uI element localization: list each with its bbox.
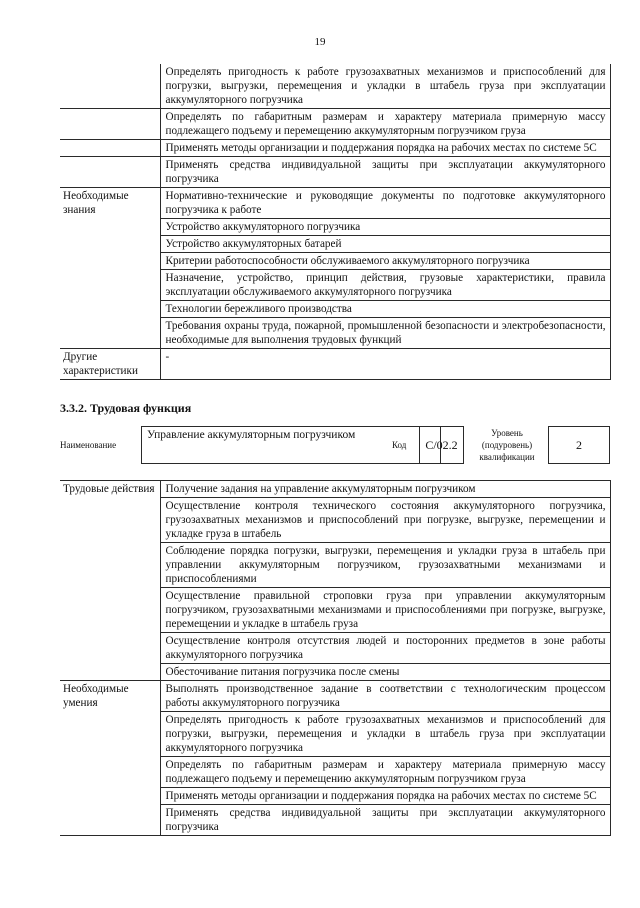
qualification-level-label: Уровень (подуровень) квалификации (479, 428, 535, 462)
action-row: Обесточивание питания погрузчика после смены (160, 664, 610, 681)
function-code-box: C/02.2 (419, 426, 464, 464)
skill-row: Выполнять производственное задание в соответствии с технологическим процессом работы аккумуляторного погрузчика (160, 681, 610, 712)
skill-row: Определять по габаритным размерам и характеру материала примерную массу подлежащего подъему и перемещению аккумуляторным погрузчиком груза (160, 757, 610, 788)
actions-skills-table (60, 480, 611, 836)
page-number: 19 (314, 36, 326, 48)
knowledge-row: Нормативно-технические и руководящие документы по подготовке аккумуляторного погрузчика к работе (160, 188, 610, 219)
other-characteristics-label: Другие характеристики (60, 349, 160, 380)
section-heading: 3.3.2. Трудовая функция (60, 401, 192, 415)
function-name-box: Управление аккумуляторным погрузчиком (141, 426, 441, 464)
skill-row: Определять пригодность к работе грузозахватных механизмов и приспособлений для погрузки, выгрузки, перемещения и укладки в штабель груза при эксплуатации аккумуляторного погрузчика (160, 64, 610, 109)
action-row: Соблюдение порядка погрузки, выгрузки, перемещения и укладки груза в штабель при управлении аккумуляторным погрузчиком, грузозахватными механизмами и приспособлениями (160, 543, 610, 588)
action-row: Осуществление контроля отсутствия людей и посторонних предметов в зоне работы аккумуляторного погрузчика (160, 633, 610, 664)
action-row: Получение задания на управление аккумуляторным погрузчиком (160, 481, 610, 498)
skill-row: Применять средства индивидуальной защиты при эксплуатации аккумуляторного погрузчика (160, 157, 610, 188)
knowledge-row: Назначение, устройство, принцип действия, грузовые характеристики, правила эксплуатации обслуживаемого аккумуляторного погрузчика (160, 270, 610, 301)
knowledge-label: Необходимые знания (60, 188, 160, 349)
name-label: Наименование (60, 440, 117, 450)
skill-row: Применять средства индивидуальной защиты при эксплуатации аккумуляторного погрузчика (160, 805, 610, 836)
function-header (60, 426, 610, 468)
other-characteristics-value: - (160, 349, 610, 380)
knowledge-row: Устройство аккумуляторного погрузчика (160, 219, 610, 236)
skill-row: Определять пригодность к работе грузозахватных механизмов и приспособлений для погрузки, выгрузки, перемещения и укладки в штабель груза при эксплуатации аккумуляторного погрузчика (160, 712, 610, 757)
skills-label: Необходимые умения (60, 681, 160, 836)
code-label: Код (392, 440, 407, 450)
skill-row: Определять по габаритным размерам и характеру материала примерную массу подлежащего подъему и перемещению аккумуляторным погрузчиком груза (160, 109, 610, 140)
action-row: Осуществление контроля технического состояния аккумуляторного погрузчика, грузозахватных механизмов и приспособлений при погрузке, выгрузке, перемещении и укладке груза в штабель (160, 498, 610, 543)
knowledge-row: Технологии бережливого производства (160, 301, 610, 318)
actions-label: Трудовые действия (60, 481, 160, 681)
table-label-cell (60, 64, 160, 109)
action-row: Осуществление правильной строповки груза при управлении аккумуляторным погрузчиком, грузозахватными механизмами и приспособлениями при погрузке, выгрузке, перемещении и укладке в штабель груза (160, 588, 610, 633)
knowledge-row: Критерии работоспособности обслуживаемого аккумуляторного погрузчика (160, 253, 610, 270)
skill-row: Применять методы организации и поддержания порядка на рабочих местах по системе 5С (160, 140, 610, 157)
skill-row: Применять методы организации и поддержания порядка на рабочих местах по системе 5С (160, 788, 610, 805)
knowledge-row: Устройство аккумуляторных батарей (160, 236, 610, 253)
knowledge-row: Требования охраны труда, пожарной, промышленной безопасности и электробезопасности, необходимые для выполнения трудовых функций (160, 318, 610, 349)
qualification-level-box: 2 (548, 426, 610, 464)
skills-knowledge-table (60, 64, 611, 380)
